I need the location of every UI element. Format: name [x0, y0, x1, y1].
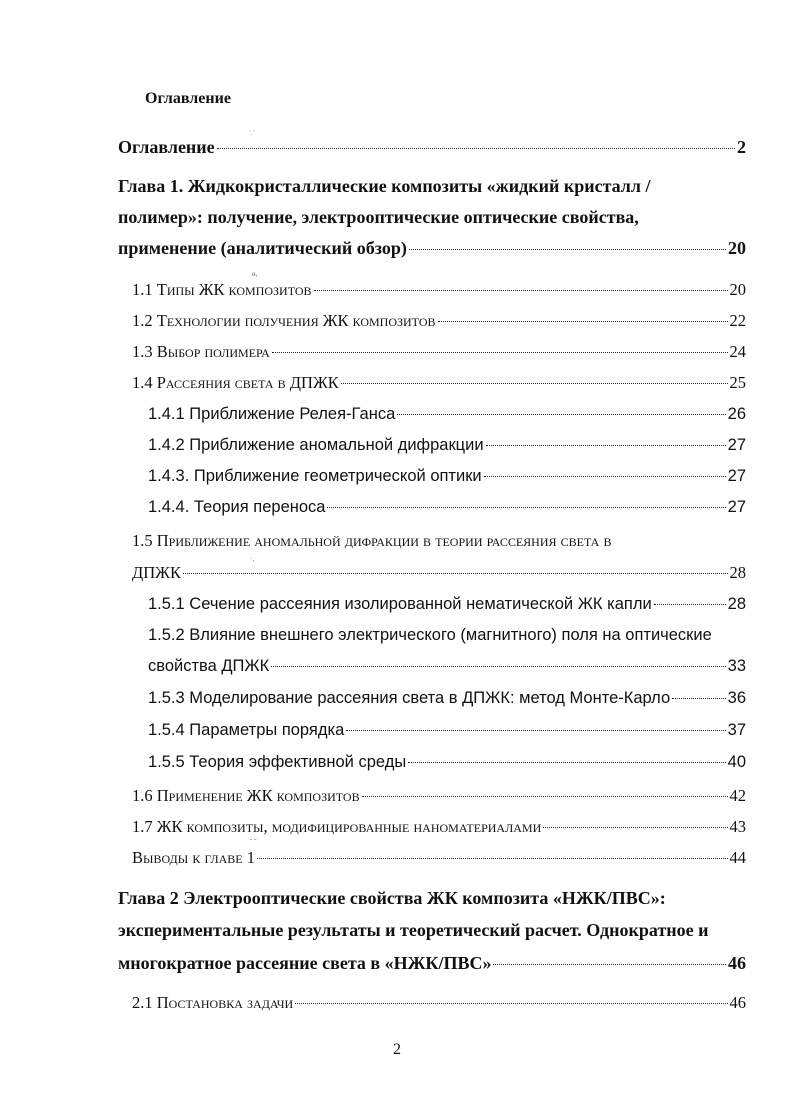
- toc-section-1-5[interactable]: [132, 563, 746, 583]
- toc-entry-title: Выводы к главе 1: [132, 848, 255, 867]
- toc-subsection-1-5-1[interactable]: [148, 595, 746, 614]
- toc-entry-page: 2: [737, 137, 746, 157]
- toc-chapter-1-line-2[interactable]: полимер»: получение, электрооптические оптические свойства,: [118, 207, 639, 227]
- toc-chapter-2[interactable]: [118, 953, 746, 974]
- dot-leader: [408, 762, 725, 763]
- dot-leader: [484, 476, 726, 477]
- toc-chapter-2-line-1[interactable]: Глава 2 Электрооптические свойства ЖК композита «НЖК/ПВС»:: [118, 888, 666, 908]
- toc-subsection-1-5-3[interactable]: [148, 689, 746, 708]
- toc-entry-title: 1.4 Рассеяния света в ДПЖК: [132, 373, 339, 392]
- toc-entry-page: 37: [727, 721, 746, 739]
- dot-leader: [654, 604, 726, 605]
- dot-leader: [409, 249, 726, 250]
- scan-artifact: ɵ,: [252, 270, 258, 278]
- toc-subsection-1-4-3[interactable]: [148, 467, 746, 486]
- toc-entry-title: 1.5.4 Параметры порядка: [148, 721, 345, 739]
- toc-subsection-1-4-4[interactable]: [148, 498, 746, 517]
- toc-entry-page: 44: [729, 848, 746, 867]
- toc-entry-page: 46: [728, 953, 746, 973]
- toc-entry-title: многократное рассеяние света в «НЖК/ПВС»: [118, 953, 492, 973]
- dot-leader: [397, 414, 725, 415]
- dot-leader: [272, 352, 728, 353]
- toc-subsection-1-5-4[interactable]: [148, 721, 746, 740]
- toc-chapter-1-line-1[interactable]: Глава 1. Жидкокристаллические композиты «жидкий кристалл /: [118, 176, 651, 196]
- toc-section-1-2[interactable]: [132, 311, 746, 331]
- toc-entry-page: 26: [727, 405, 746, 423]
- toc-entry-title: применение (аналитический обзор): [118, 238, 407, 258]
- toc-entry-title: 2.1 Постановка задачи: [132, 993, 294, 1012]
- toc-entry-page: 20: [728, 238, 746, 258]
- page-title: Оглавление: [145, 90, 231, 107]
- dot-leader: [341, 383, 728, 384]
- toc-entry-title: 1.4.3. Приближение геометрической оптики: [148, 467, 482, 485]
- toc-entry-page: 28: [727, 595, 746, 613]
- toc-entry-page: 43: [729, 817, 746, 836]
- toc-entry-page: 27: [727, 498, 746, 516]
- toc-entry-title: Оглавление: [118, 137, 215, 157]
- toc-entry-page: 27: [727, 467, 746, 485]
- dot-leader: [486, 445, 726, 446]
- toc-section-1-1[interactable]: [132, 280, 746, 300]
- scan-artifact: ˇ ˇ: [250, 838, 257, 846]
- dot-leader: [257, 858, 728, 859]
- toc-entry-page: 28: [729, 563, 746, 582]
- toc-entry-title: 1.1 Типы ЖК композитов: [132, 280, 312, 299]
- toc-conclusions-1[interactable]: [132, 848, 746, 868]
- dot-leader: [672, 698, 725, 699]
- toc-entry-contents[interactable]: [118, 137, 746, 158]
- toc-entry-title: 1.7 ЖК композиты, модифицированные наноматериалами: [132, 817, 542, 836]
- dot-leader: [271, 666, 725, 667]
- toc-entry-page: 27: [727, 436, 746, 454]
- dot-leader: [295, 1003, 727, 1004]
- toc-entry-page: 40: [727, 753, 746, 771]
- toc-section-1-6[interactable]: [132, 786, 746, 806]
- toc-entry-title: 1.5.1 Сечение рассеяния изолированной нематической ЖК капли: [148, 595, 652, 613]
- toc-entry-title: 1.4.1 Приближение Релея-Ганса: [148, 405, 396, 423]
- toc-section-1-4[interactable]: [132, 373, 746, 393]
- toc-entry-title: 1.2 Технологии получения ЖК композитов: [132, 311, 436, 330]
- toc-entry-page: 36: [727, 689, 746, 707]
- toc-entry-page: 46: [729, 993, 746, 1012]
- dot-leader: [438, 321, 728, 322]
- scan-artifact: ˈ·: [250, 557, 255, 565]
- toc-entry-page: 20: [729, 280, 746, 299]
- toc-entry-title: ДПЖК: [132, 563, 181, 582]
- dot-leader: [314, 290, 728, 291]
- toc-section-1-3[interactable]: [132, 342, 746, 362]
- toc-entry-title: 1.4.4. Теория переноса: [148, 498, 326, 516]
- toc-entry-title: 1.4.2 Приближение аномальной дифракции: [148, 436, 484, 454]
- toc-entry-page: 24: [729, 342, 746, 361]
- toc-chapter-1[interactable]: [118, 238, 746, 259]
- toc-entry-page: 33: [727, 657, 746, 675]
- toc-entry-page: 25: [729, 373, 746, 392]
- dot-leader: [493, 964, 726, 965]
- toc-section-1-5-line-1[interactable]: 1.5 Приближение аномальной дифракции в теории рассеяния света в: [132, 531, 612, 550]
- toc-entry-title: свойства ДПЖК: [148, 657, 270, 675]
- toc-subsection-1-5-2[interactable]: [148, 657, 746, 676]
- toc-subsection-1-4-1[interactable]: [148, 405, 746, 424]
- toc-section-1-7[interactable]: [132, 817, 746, 837]
- dot-leader: [327, 507, 725, 508]
- toc-entry-page: 42: [729, 786, 746, 805]
- toc-subsection-1-5-2-line-1[interactable]: 1.5.2 Влияние внешнего электрического (магнитного) поля на оптические: [148, 626, 712, 644]
- toc-entry-title: 1.6 Применение ЖК композитов: [132, 786, 360, 805]
- dot-leader: [362, 796, 728, 797]
- dot-leader: [543, 827, 727, 828]
- toc-section-2-1[interactable]: [132, 993, 746, 1013]
- toc-entry-title: 1.3 Выбор полимера: [132, 342, 270, 361]
- scan-artifact: ˑ̣ ˑ: [249, 128, 255, 136]
- toc-entry-page: 22: [729, 311, 746, 330]
- dot-leader: [346, 730, 725, 731]
- page-number: 2: [393, 1041, 401, 1058]
- toc-entry-title: 1.5.5 Теория эффективной среды: [148, 753, 407, 771]
- toc-subsection-1-5-5[interactable]: [148, 753, 746, 772]
- dot-leader: [217, 148, 735, 149]
- toc-subsection-1-4-2[interactable]: [148, 436, 746, 455]
- dot-leader: [183, 573, 728, 574]
- toc-entry-title: 1.5.3 Моделирование рассеяния света в ДПЖК: метод Монте-Карло: [148, 689, 671, 707]
- toc-chapter-2-line-2[interactable]: экспериментальные результаты и теоретический расчет. Однократное и: [118, 920, 709, 940]
